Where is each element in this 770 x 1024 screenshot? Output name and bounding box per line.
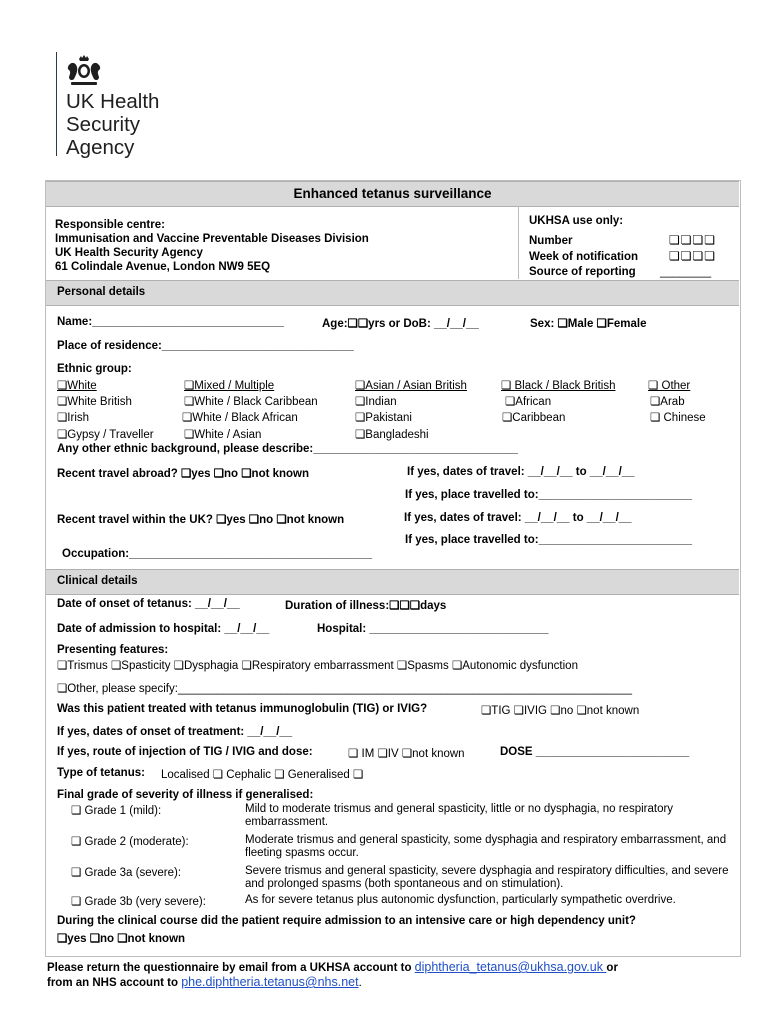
tig-options[interactable]: ❏TIG ❏IVIG ❏no ❏not known: [481, 705, 640, 717]
grade-2-description: Moderate trismus and general spasticity, some dysphagia and respiratory embarrassment, and fleeting spasms occur.: [245, 834, 727, 859]
presenting-features-options[interactable]: ❏Trismus ❏Spasticity ❏Dysphagia ❏Respiratory embarrassment ❏Spasms ❏Autonomic dysfunction: [57, 660, 578, 672]
travel-uk-question[interactable]: Recent travel within the UK? ❏yes ❏no ❏not known: [57, 514, 345, 526]
tig-treatment-date[interactable]: If yes, dates of onset of treatment: __/__/__: [57, 726, 293, 738]
grade-1-option[interactable]: ❏ Grade 1 (mild):: [71, 805, 162, 817]
ukhsa-number-boxes[interactable]: ❏❏❏❏: [669, 233, 717, 247]
ukhsa-heading: UKHSA use only:: [529, 215, 624, 227]
type-label: Type of tetanus:: [57, 767, 145, 779]
logo-line-3: Agency: [66, 136, 135, 159]
return-instructions-line-2: [47, 975, 362, 989]
ethnic-pakistani[interactable]: ❏Pakistani: [355, 412, 412, 424]
responsible-line-2: UK Health Security Agency: [55, 247, 203, 259]
icu-question: During the clinical course did the patient require admission to an intensive care or high dependency unit?: [57, 915, 636, 927]
ethnic-bangladeshi[interactable]: ❏Bangladeshi: [355, 429, 429, 441]
ukhsa-week-label: Week of notification: [529, 251, 639, 263]
ukhsa-source-field[interactable]: ________: [660, 266, 712, 278]
ethnic-caribbean[interactable]: ❏Caribbean: [502, 412, 566, 424]
grade-heading: Final grade of severity of illness if generalised:: [57, 789, 314, 801]
clinical-details-bar: [46, 569, 739, 595]
age-dob-field[interactable]: Age:❏❏yrs or DoB: __/__/__: [322, 318, 479, 330]
grade-3b-description: As for severe tetanus plus autonomic dysfunction, particularly sympathetic overdrive.: [245, 894, 676, 906]
grade-3a-option[interactable]: ❏ Grade 3a (severe):: [71, 867, 182, 879]
ethnic-other[interactable]: ❏ Other: [648, 380, 691, 392]
other-ethnic-field[interactable]: Any other ethnic background, please describe:________________________________: [57, 443, 518, 455]
other-feature-field[interactable]: ❏Other, please specify:_______________________________________________________________________: [57, 683, 632, 695]
personal-details-heading: Personal details: [57, 286, 146, 298]
return-text-1: Please return the questionnaire by email from a UKHSA account to: [47, 962, 415, 974]
ethnic-white-asian[interactable]: ❏White / Asian: [184, 429, 262, 441]
ethnic-group-label: Ethnic group:: [57, 363, 132, 375]
duration-field[interactable]: Duration of illness:❏❏❏days: [285, 600, 447, 612]
travel-abroad-place[interactable]: If yes, place travelled to:________________________: [405, 489, 693, 501]
icu-options[interactable]: ❏yes ❏no ❏not known: [57, 933, 186, 945]
ethnic-white-black-caribbean[interactable]: ❏White / Black Caribbean: [184, 396, 318, 408]
return-text-3: from an NHS account to: [47, 977, 182, 989]
dose-field[interactable]: DOSE ________________________: [500, 746, 690, 758]
ethnic-white-black-african[interactable]: ❏White / Black African: [182, 412, 298, 424]
return-instructions-line-1: [47, 960, 618, 974]
ethnic-gypsy-traveller[interactable]: ❏Gypsy / Traveller: [57, 429, 154, 441]
grade-2-option[interactable]: ❏ Grade 2 (moderate):: [71, 836, 189, 848]
ethnic-indian[interactable]: ❏Indian: [355, 396, 397, 408]
grade-3b-option[interactable]: ❏ Grade 3b (very severe):: [71, 896, 206, 908]
travel-abroad-question[interactable]: Recent travel abroad? ❏yes ❏no ❏not known: [57, 468, 310, 480]
hospital-field[interactable]: Hospital: ____________________________: [317, 623, 549, 635]
responsible-label: Responsible centre:: [55, 219, 165, 231]
ukhsa-logo: [66, 90, 159, 159]
return-text-4: .: [358, 977, 362, 989]
ethnic-black[interactable]: ❏ Black / Black British: [501, 380, 616, 392]
travel-abroad-dates[interactable]: If yes, dates of travel: __/__/__ to __/__/__: [407, 466, 635, 478]
admission-date-field[interactable]: Date of admission to hospital: __/__/__: [57, 623, 270, 635]
type-options[interactable]: Localised ❏ Cephalic ❏ Generalised ❏: [161, 769, 364, 781]
personal-details-bar: [46, 280, 739, 306]
sex-field[interactable]: Sex: ❏Male ❏Female: [530, 318, 647, 330]
ukhsa-email-link[interactable]: diphtheria_tetanus@ukhsa.gov.uk: [414, 960, 607, 974]
logo-line-1: UK Health: [66, 90, 160, 113]
responsible-line-1: Immunisation and Vaccine Preventable Diseases Division: [55, 233, 369, 245]
royal-crest-icon: [65, 55, 103, 87]
nhs-email-link[interactable]: phe.diphtheria.tetanus@nhs.net: [181, 975, 359, 989]
logo-divider: [56, 52, 57, 156]
ethnic-african[interactable]: ❏African: [505, 396, 552, 408]
logo-line-2: Security: [66, 113, 141, 136]
ethnic-white-british[interactable]: ❏White British: [57, 396, 132, 408]
ukhsa-source-label: Source of reporting: [529, 266, 636, 278]
ethnic-chinese[interactable]: ❏ Chinese: [650, 412, 706, 424]
ethnic-irish[interactable]: ❏Irish: [57, 412, 90, 424]
ukhsa-number-label: Number: [529, 235, 573, 247]
occupation-field[interactable]: Occupation:______________________________________: [62, 548, 373, 560]
route-options[interactable]: ❏ IM ❏IV ❏not known: [348, 748, 465, 760]
ethnic-asian[interactable]: ❏Asian / Asian British: [355, 380, 467, 392]
travel-uk-dates[interactable]: If yes, dates of travel: __/__/__ to __/__/__: [404, 512, 632, 524]
grade-3a-description: Severe trismus and general spasticity, severe dysphagia and respiratory difficulties, and severe and prolonged spasms (both spontaneous and on stimulation).: [245, 865, 729, 890]
residence-field[interactable]: Place of residence:______________________________: [57, 340, 354, 352]
presenting-features-label: Presenting features:: [57, 644, 169, 656]
ethnic-arab[interactable]: ❏Arab: [650, 396, 685, 408]
name-field[interactable]: Name:______________________________: [57, 316, 285, 328]
form-title: Enhanced tetanus surveillance: [293, 186, 492, 201]
ethnic-white[interactable]: ❏White: [57, 380, 97, 392]
route-question: If yes, route of injection of TIG / IVIG and dose:: [57, 746, 313, 758]
responsible-line-3: 61 Colindale Avenue, London NW9 5EQ: [55, 261, 271, 273]
clinical-details-heading: Clinical details: [57, 575, 138, 587]
return-text-2: or: [606, 962, 618, 974]
ethnic-mixed[interactable]: ❏Mixed / Multiple: [184, 380, 275, 392]
tig-question: Was this patient treated with tetanus immunoglobulin (TIG) or IVIG?: [57, 703, 428, 715]
ukhsa-week-boxes[interactable]: ❏❏❏❏: [669, 249, 717, 263]
ukhsa-divider: [518, 206, 519, 279]
onset-date-field[interactable]: Date of onset of tetanus: __/__/__: [57, 598, 240, 610]
grade-1-description: Mild to moderate trismus and general spasticity, little or no dysphagia, no respiratory embarrassment.: [245, 803, 674, 828]
travel-uk-place[interactable]: If yes, place travelled to:________________________: [405, 534, 693, 546]
